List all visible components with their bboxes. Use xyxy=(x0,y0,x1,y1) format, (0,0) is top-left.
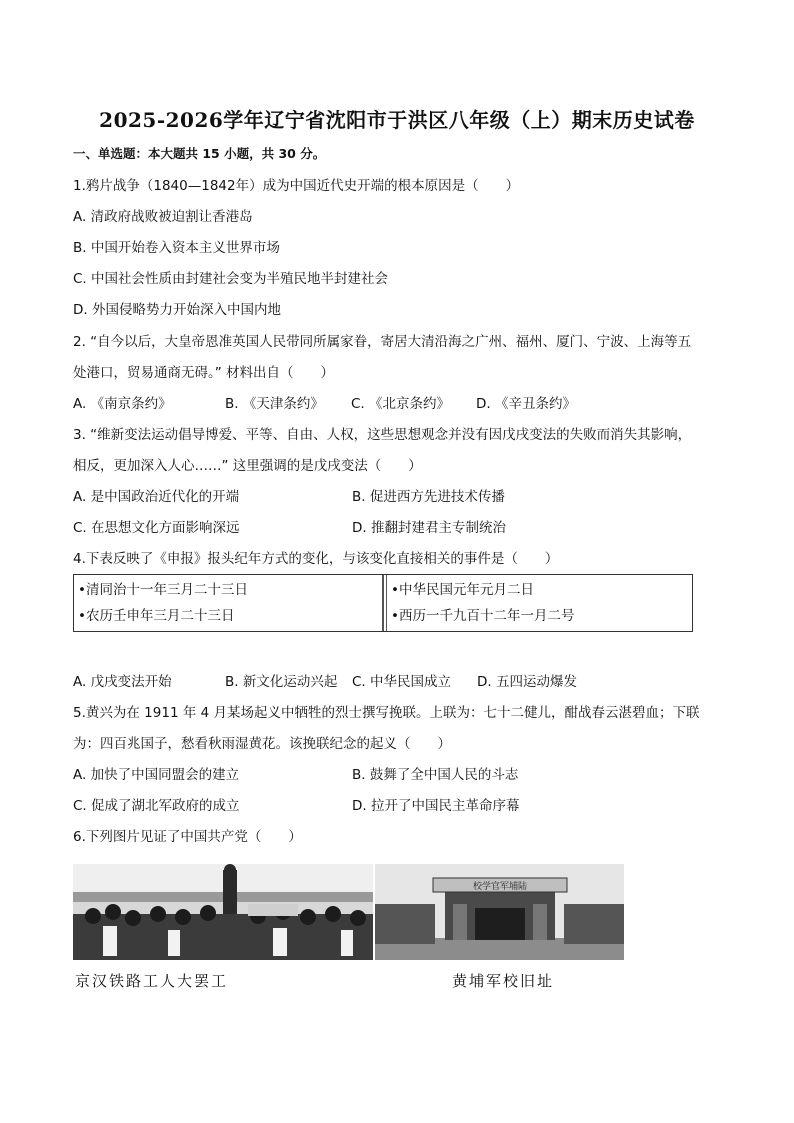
question-4-stem: 4.下表反映了《申报》报头纪年方式的变化，与该变化直接相关的事件是（ ） xyxy=(73,551,559,567)
railway-strike-photo-art xyxy=(73,864,373,960)
question-6-stem: 6.下列图片见证了中国共产党（ ） xyxy=(73,829,302,845)
table-left-line-1: •清同治十一年三月二十三日 xyxy=(78,582,248,598)
question-5-stem-line2: 为：四百兆国子，愁看秋雨湿黄花。该挽联纪念的起义（ ） xyxy=(73,736,451,752)
question-5-option-b: B. 鼓舞了全中国人民的斗志 xyxy=(352,767,519,783)
question-5-stem-line1: 5.黄兴为在 1911 年 4 月某场起义中牺牲的烈士撰写挽联。上联为：七十二健儿，酣战春云湛碧血；下联 xyxy=(73,705,700,721)
question-2-option-d: D. 《辛丑条约》 xyxy=(476,396,576,412)
table-right-line-1: •中华民国元年元月二日 xyxy=(391,582,534,598)
question-1-option-a: A. 清政府战败被迫割让香港岛 xyxy=(73,209,253,225)
question-2-option-a: A. 《南京条约》 xyxy=(73,396,172,412)
question-1-option-c: C. 中国社会性质由封建社会变为半殖民地半封建社会 xyxy=(73,271,389,287)
question-1-option-b: B. 中国开始卷入资本主义世界市场 xyxy=(73,240,280,256)
question-2-stem-line2: 处港口，贸易通商无碍。” 材料出自（ ） xyxy=(73,365,335,381)
question-5-option-c: C. 促成了湖北军政府的成立 xyxy=(73,798,240,814)
table-right-line-2: •西历一千九百十二年一月二号 xyxy=(391,608,575,624)
question-3-stem-line1: 3. “维新变法运动倡导博爱、平等、自由、人权，这些思想观念并没有因戊戌变法的失败而消失其影响， xyxy=(73,427,692,443)
question-1-stem: 1.鸦片战争（1840—1842年）成为中国近代史开端的根本原因是（ ） xyxy=(73,178,520,194)
question-3-option-b: B. 促进西方先进技术传播 xyxy=(352,489,505,505)
question-3-stem-line2: 相反，更加深入人心……” 这里强调的是戊戌变法（ ） xyxy=(73,458,422,474)
caption-whampoa-academy: 黄埔军校旧址 xyxy=(452,972,555,990)
table-left-cell xyxy=(74,575,384,631)
question-4-option-d: D. 五四运动爆发 xyxy=(477,674,577,690)
exam-title: 2025-2026学年辽宁省沈阳市于洪区八年级（上）期末历史试卷 xyxy=(99,108,695,132)
question-1-option-d: D. 外国侵略势力开始深入中国内地 xyxy=(73,302,281,318)
question-3-option-d: D. 推翻封建君主专制统治 xyxy=(352,520,506,536)
table-left-line-2: •农历壬申年三月二十三日 xyxy=(78,608,235,624)
table-right-cell xyxy=(386,575,692,631)
question-3-option-c: C. 在思想文化方面影响深远 xyxy=(73,520,240,536)
question-5-option-a: A. 加快了中国同盟会的建立 xyxy=(73,767,240,783)
question-4-option-b: B. 新文化运动兴起 xyxy=(225,674,338,690)
newspaper-date-table xyxy=(73,574,693,632)
academy-gate-sign: 校学官军埔陆 xyxy=(472,882,528,892)
question-4-option-a: A. 戊戌变法开始 xyxy=(73,674,172,690)
question-4-option-c: C. 中华民国成立 xyxy=(352,674,452,690)
question-2-stem-line1: 2. “自今以后，大皇帝恩准英国人民带同所属家眷，寄居大清沿海之广州、福州、厦门、宁波、上海等五 xyxy=(73,334,692,350)
question-3-option-a: A. 是中国政治近代化的开端 xyxy=(73,489,240,505)
railway-strike-photo xyxy=(73,864,373,960)
whampoa-academy-photo-art xyxy=(375,864,624,960)
question-5-option-d: D. 拉开了中国民主革命序幕 xyxy=(352,798,520,814)
section-heading: 一、单选题：本大题共 15 小题，共 30 分。 xyxy=(73,146,326,161)
whampoa-academy-photo xyxy=(375,864,624,960)
question-2-option-c: C. 《北京条约》 xyxy=(351,396,451,412)
question-2-option-b: B. 《天津条约》 xyxy=(225,396,324,412)
caption-railway-strike: 京汉铁路工人大罢工 xyxy=(75,972,229,990)
